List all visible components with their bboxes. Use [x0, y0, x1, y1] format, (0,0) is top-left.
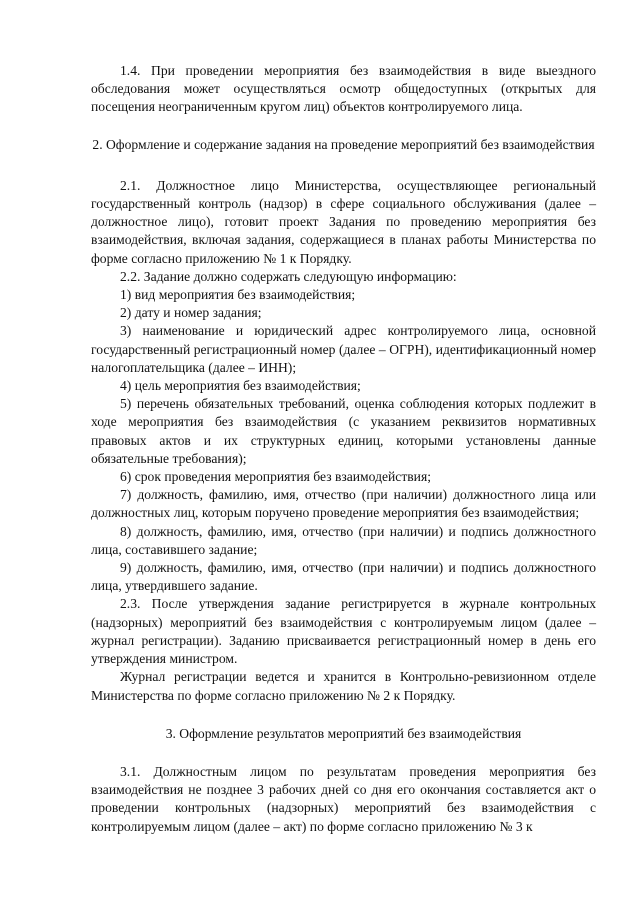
section-3-heading: 3. Оформление результатов мероприятий без взаимодействия — [165, 725, 522, 741]
paragraph-2-3: 2.3. После утверждения задание регистрируется в журнале контрольных (надзорных) мероприятий без взаимодействия с контролируемым лицом (далее – журнал регистрации). Заданию присваивается регистрационный номер в день его утверждения министром. — [91, 596, 596, 667]
list-item-8: 8) должность, фамилию, имя, отчество (при наличии) и подпись должностного лица, составившего задание; — [91, 523, 596, 557]
list-item-1: 1) вид мероприятия без взаимодействия; — [120, 287, 356, 303]
paragraph-3-1: 3.1. Должностным лицом по результатам проведения мероприятия без взаимодействия не позднее 3 рабочих дней со дня его окончания составляется акт о проведении контрольных (надзорных) мероприятий без взаимодействия с контролируемым лицом (далее – акт) по форме согласно приложению № 3 к — [91, 763, 596, 834]
list-item-3: 3) наименование и юридический адрес контролируемого лица, основной государственный регистрационный номер (далее – ОГРН), идентификационный номер налогоплательщика (далее – ИНН); — [91, 323, 596, 375]
paragraph-2-1: 2.1. Должностное лицо Министерства, осуществляющее региональный государственный контроль (надзор) в сфере социального обслуживания (далее – должностное лицо), готовит проект Задания по проведению мероприятия без взаимодействия, включая задания, содержащиеся в планах работы Министерства по форме согласно приложению № 1 к Порядку. — [91, 177, 596, 266]
spacer — [91, 743, 596, 763]
list-item-2: 2) дату и номер задания; — [120, 305, 262, 321]
spacer — [91, 117, 596, 136]
list-item-5: 5) перечень обязательных требований, оценка соблюдения которых подлежит в ходе мероприятия без взаимодействия (с указанием реквизитов нормативных правовых актов и их структурных единиц, которыми установлены данные обязательные требования); — [91, 396, 596, 466]
list-item-6: 6) срок проведения мероприятия без взаимодействия; — [120, 469, 431, 485]
paragraph-2-2: 2.2. Задание должно содержать следующую информацию: — [120, 268, 457, 284]
list-item-4: 4) цель мероприятия без взаимодействия; — [120, 378, 361, 394]
spacer — [91, 705, 596, 725]
paragraph-1-4: 1.4. При проведении мероприятия без взаимодействия в виде выездного обследования может осуществляться осмотр общедоступных (открытых для посещения неограниченным кругом лиц) объектов контролируемого лица. — [91, 63, 596, 115]
list-item-9: 9) должность, фамилию, имя, отчество (при наличии) и подпись должностного лица, утвердившего задание. — [91, 560, 596, 594]
document-body — [91, 62, 596, 836]
list-item-7: 7) должность, фамилию, имя, отчество (при наличии) должностного лица или должностных лиц, которым поручено проведение мероприятия без взаимодействия; — [91, 487, 596, 521]
section-2-heading: 2. Оформление и содержание задания на проведение мероприятий без взаимодействия — [92, 136, 595, 152]
spacer — [91, 154, 596, 177]
paragraph-journal: Журнал регистрации ведется и хранится в Контрольно-ревизионном отделе Министерства по форме согласно приложению № 2 к Порядку. — [91, 669, 596, 703]
